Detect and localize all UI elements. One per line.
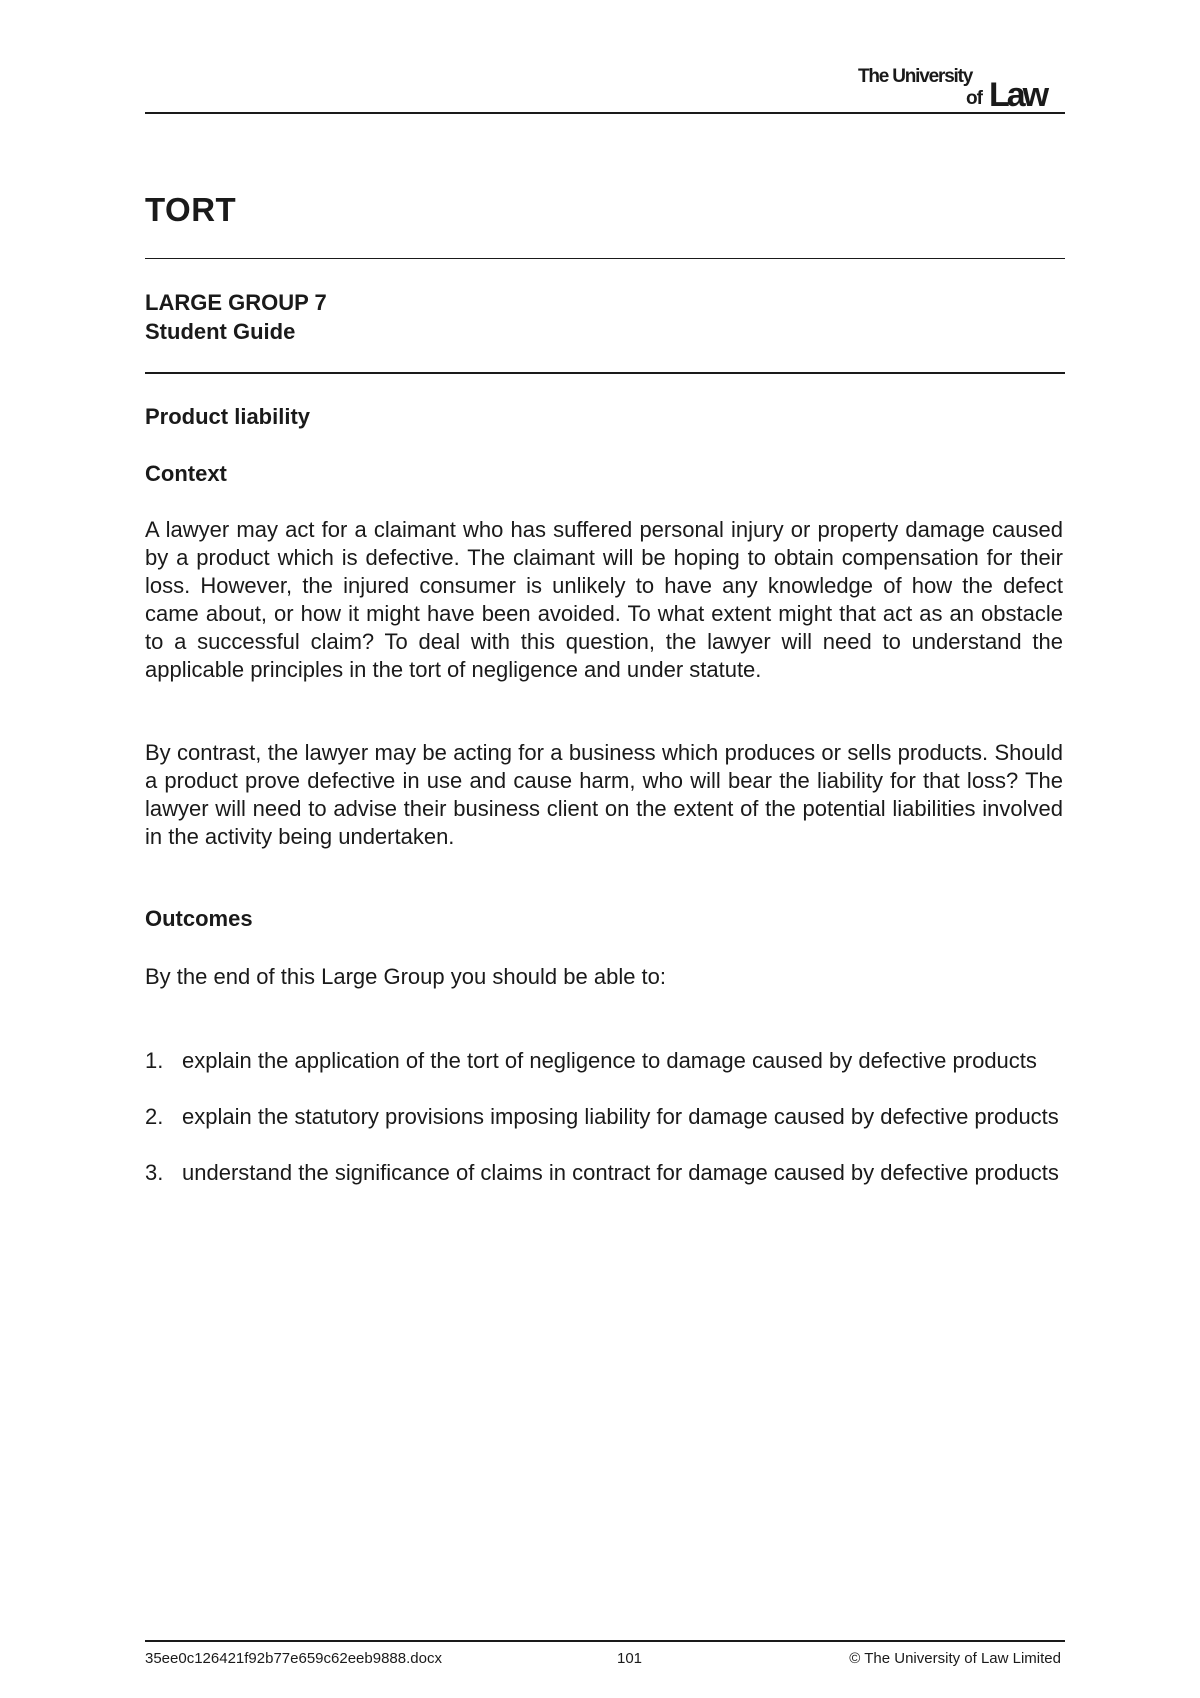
document-title: TORT xyxy=(145,191,237,228)
list-item xyxy=(145,1159,1063,1187)
logo-line1: The University xyxy=(858,66,973,87)
list-item-text: understand the significance of claims in contract for damage caused by defective products xyxy=(182,1160,1059,1185)
title-rule xyxy=(145,258,1065,259)
student-guide-label: Student Guide xyxy=(145,319,296,344)
footer-filename: 35ee0c126421f92b77e659c62eeb9888.docx xyxy=(145,1650,442,1667)
list-item xyxy=(145,1103,1063,1131)
outcomes-intro: By the end of this Large Group you should be able to: xyxy=(145,964,667,989)
list-item-text: explain the statutory provisions imposing liability for damage caused by defective products xyxy=(182,1104,1059,1129)
logo-of: of xyxy=(966,88,982,109)
large-group-label: LARGE GROUP 7 xyxy=(145,290,327,315)
outcomes-heading: Outcomes xyxy=(145,906,253,931)
list-item-number: 2. xyxy=(145,1104,164,1129)
list-item-number: 1. xyxy=(145,1048,164,1073)
list-item-text: explain the application of the tort of negligence to damage caused by defective products xyxy=(182,1048,1037,1073)
footer-rule xyxy=(145,1640,1065,1642)
context-paragraph-2: By contrast, the lawyer may be acting for a business which produces or sells products. Should a product prove defective in use and cause harm, who will bear the liability for that loss? The lawyer will need to advise their business client on the extent of the potential liabilities involved in the activity being undertaken. xyxy=(145,740,1063,849)
context-paragraph-1: A lawyer may act for a claimant who has suffered personal injury or property damage caused by a product which is defective. The claimant will be hoping to obtain compensation for their loss. However, the injured consumer is unlikely to have any knowledge of how the defect came about, or how it might have been avoided. To what extent might that act as an obstacle to a successful claim? To deal with this question, the lawyer will need to understand the applicable principles in the tort of negligence and under statute. xyxy=(145,517,1063,682)
list-item xyxy=(145,1047,1063,1075)
university-logo xyxy=(858,66,1068,110)
footer-copyright: © The University of Law Limited xyxy=(849,1650,1061,1667)
subtitle-block xyxy=(145,288,327,346)
context-heading: Context xyxy=(145,461,227,486)
outcomes-list xyxy=(145,1047,1063,1215)
list-item-number: 3. xyxy=(145,1160,164,1185)
logo-law: Law xyxy=(989,76,1047,110)
subtitle-rule xyxy=(145,372,1065,374)
topic-heading: Product liability xyxy=(145,404,311,429)
footer-page-number: 101 xyxy=(617,1650,643,1667)
header-rule xyxy=(145,112,1065,114)
